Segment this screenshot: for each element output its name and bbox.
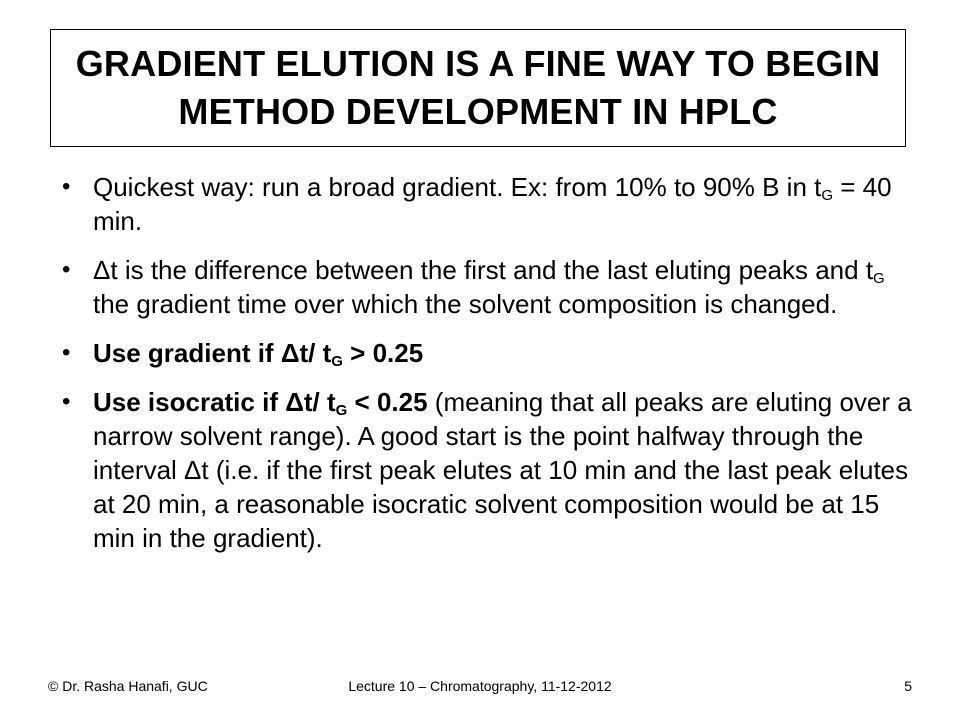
bullet-text: Use isocratic if Δt/ t [93, 387, 336, 417]
slide-title [76, 40, 881, 136]
bullet-item-quickest-way [62, 170, 922, 238]
bullet-text: > 0.25 [342, 338, 424, 368]
bullet-bold-text [93, 338, 423, 368]
bullet-text: Δt is the difference between the first and the last eluting peaks and t [93, 255, 874, 285]
subscript: G [873, 270, 885, 287]
bullet-list [62, 170, 922, 570]
bullet-text: (meaning that all peaks are eluting over a narrow solvent range). A good start is the point halfway through the interval Δt (i.e. if the first peak elutes at 10 min and the last peak elutes at 20 min, a reasonable isocratic solvent composition would be at 15 min in the gradient). [93, 387, 912, 553]
bullet-text: Use gradient if Δt/ t [93, 338, 332, 368]
title-line-1: GRADIENT ELUTION IS A FINE WAY TO BEGIN [75, 43, 881, 84]
bullet-bold-text [93, 387, 428, 417]
footer-page-number: 5 [904, 678, 912, 694]
footer-author: © Dr. Rasha Hanafi, GUC [48, 678, 208, 694]
subscript: G [821, 187, 834, 204]
bullet-text: Quickest way: run a broad gradient. Ex: from 10% to 90% B in t [93, 172, 822, 202]
slide-footer [48, 678, 912, 700]
bullet-item-use-gradient [62, 336, 922, 370]
bullet-text: < 0.25 [347, 387, 428, 417]
bullet-icon: • [62, 173, 71, 200]
bullet-icon: • [62, 256, 71, 283]
slide-title-box [50, 29, 906, 147]
subscript: G [331, 353, 343, 370]
footer-lecture-info: Lecture 10 – Chromatography, 11-12-2012 [348, 678, 612, 694]
subscript: G [335, 402, 348, 419]
bullet-text: the gradient time over which the solvent composition is changed. [93, 289, 838, 319]
bullet-item-delta-t-definition [62, 253, 922, 321]
bullet-text: = 40 min. [93, 172, 892, 236]
title-line-2: METHOD DEVELOPMENT IN HPLC [178, 91, 778, 132]
bullet-icon: • [62, 339, 71, 366]
bullet-item-use-isocratic [62, 385, 922, 555]
bullet-icon: • [62, 388, 71, 415]
